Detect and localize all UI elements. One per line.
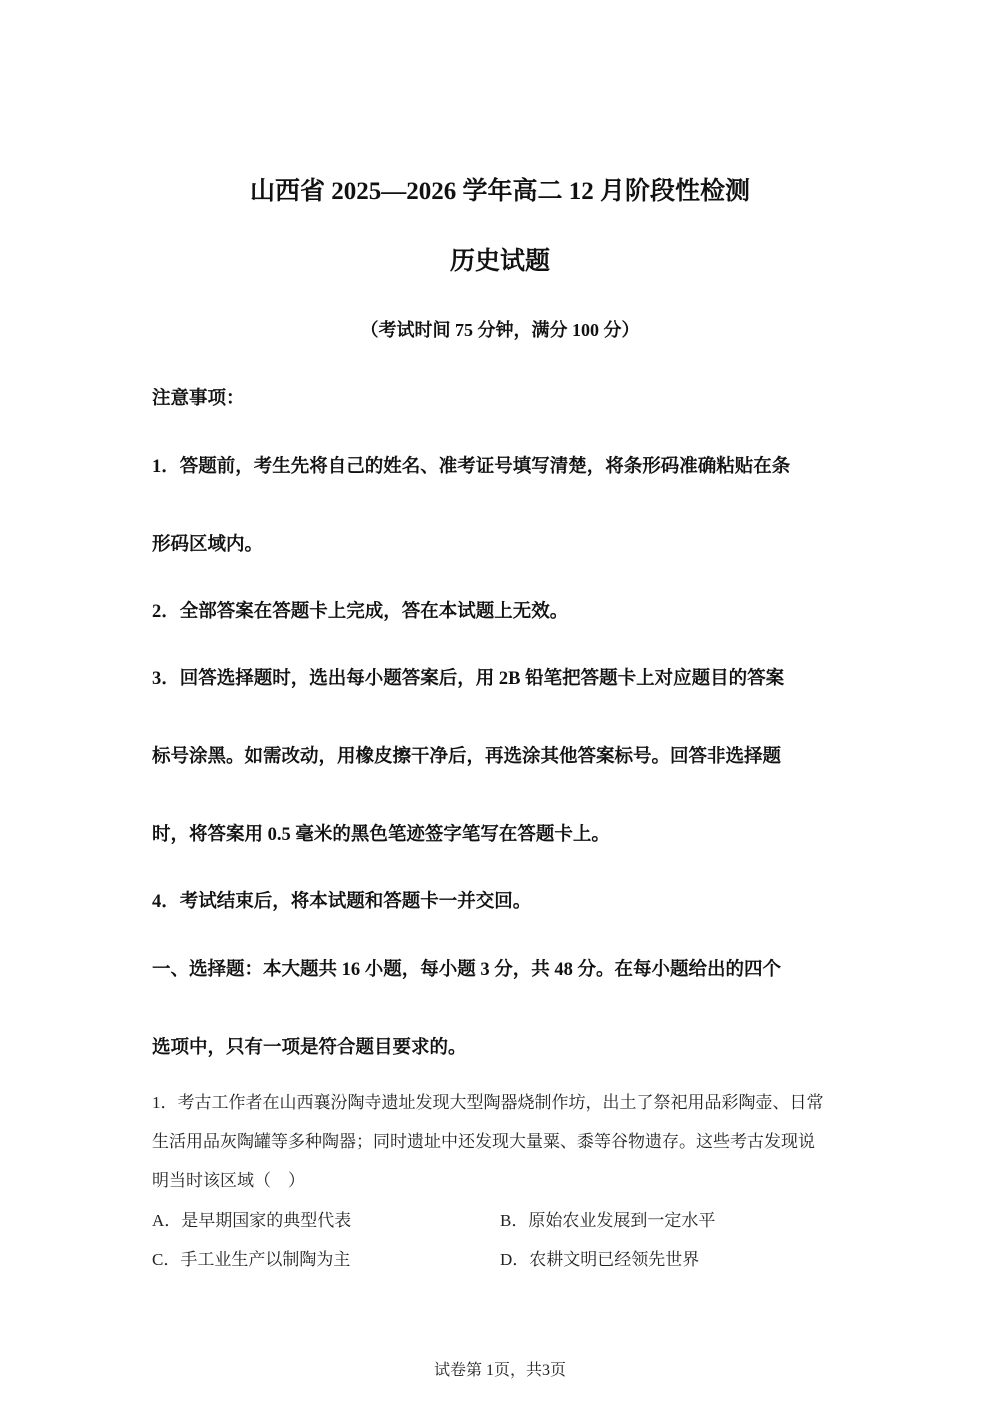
question-1-line-2: 生活用品灰陶罐等多种陶器；同时遗址中还发现大量粟、黍等谷物遗存。这些考古发现说 <box>152 1132 815 1151</box>
section-heading-line-2: 选项中，只有一项是符合题目要求的。 <box>152 1038 467 1058</box>
section-heading-line-1: 一、选择题：本大题共 16 小题，每小题 3 分，共 48 分。在每小题给出的四个 <box>152 960 782 980</box>
notice-line-7: 4．考试结束后，将本试题和答题卡一并交回。 <box>152 892 532 912</box>
exam-time-info: （考试时间 75 分钟，满分 100 分） <box>360 320 640 340</box>
notice-line-1: 1．答题前，考生先将自己的姓名、准考证号填写清楚，将条形码准确粘贴在条 <box>152 457 791 477</box>
question-1-option-c: C．手工业生产以制陶为主 <box>152 1250 351 1269</box>
exam-subtitle: 历史试题 <box>449 248 550 275</box>
notice-line-5: 标号涂黑。如需改动，用橡皮擦干净后，再选涂其他答案标号。回答非选择题 <box>152 747 782 767</box>
exam-title: 山西省 2025—2026 学年高二 12 月阶段性检测 <box>249 178 750 205</box>
page-footer: 试卷第 1页，共3页 <box>433 1362 566 1379</box>
notice-line-3: 2．全部答案在答题卡上完成，答在本试题上无效。 <box>152 602 569 622</box>
question-1-option-a: A．是早期国家的典型代表 <box>152 1211 352 1230</box>
notice-line-4: 3．回答选择题时，选出每小题答案后，用 2B 铅笔把答题卡上对应题目的答案 <box>152 669 785 689</box>
notice-line-6: 时，将答案用 0.5 毫米的黑色笔迹签字笔写在答题卡上。 <box>152 825 610 845</box>
notice-heading: 注意事项： <box>152 389 245 409</box>
notice-line-2: 形码区域内。 <box>152 535 264 555</box>
question-1-option-b: B．原始农业发展到一定水平 <box>500 1211 716 1230</box>
question-1-line-1: 1．考古工作者在山西襄汾陶寺遗址发现大型陶器烧制作坊，出土了祭祀用品彩陶壶、日常 <box>152 1093 824 1112</box>
question-1-line-3: 明当时该区域（ ） <box>152 1171 305 1190</box>
question-1-option-d: D．农耕文明已经领先世界 <box>500 1250 700 1269</box>
